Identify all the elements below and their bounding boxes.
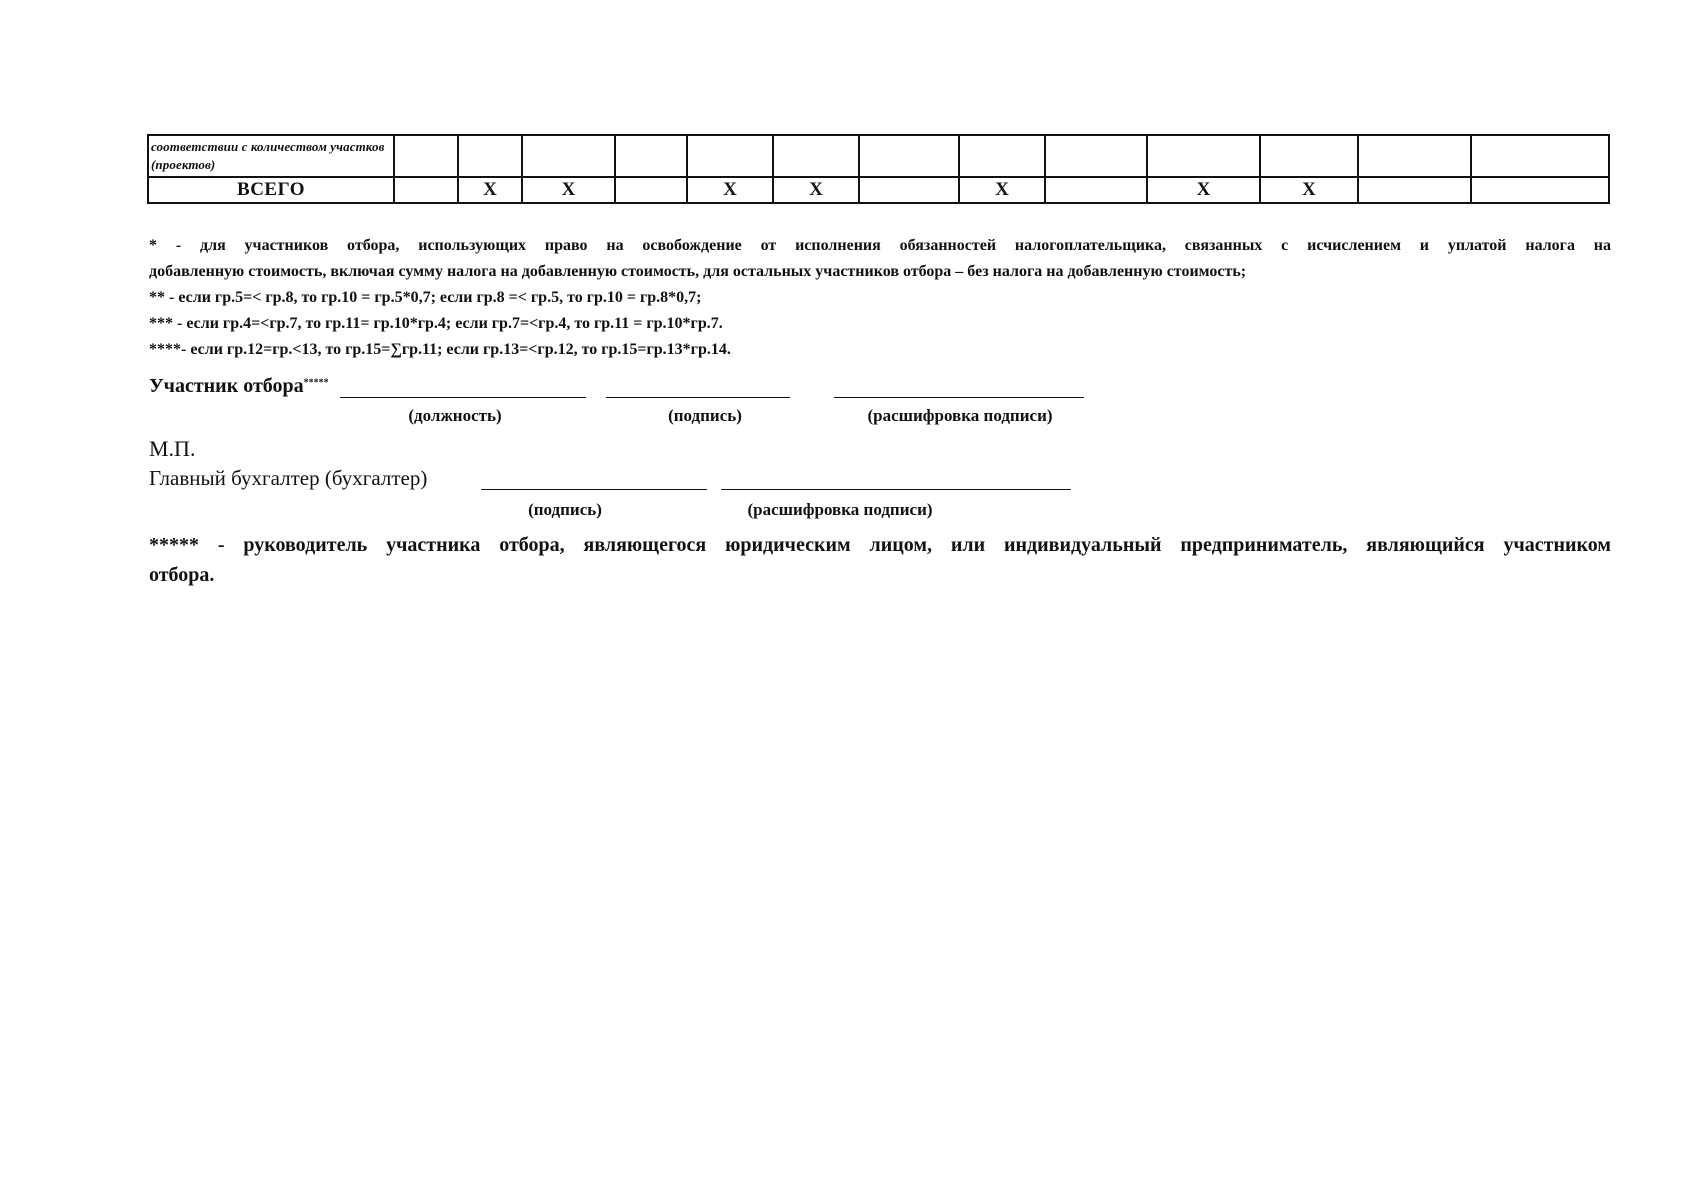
- summary-table: [147, 134, 1610, 204]
- footnotes: [149, 233, 1611, 363]
- table-cell: [959, 135, 1045, 177]
- footnote-3: *** - если гр.4=<гр.7, то гр.11= гр.10*гр.4; если гр.7=<гр.4, то гр.11 = гр.10*гр.7.: [149, 315, 723, 332]
- caption-signature: (подпись): [668, 406, 742, 425]
- footnote-1: * - для участников отбора, использующих право на освобождение от исполнения обязанностей налогоплательщика, связанных с исчислением и уплатой налога на: [149, 237, 1611, 254]
- participant-stars: *****: [303, 377, 329, 389]
- caption-decoding: (расшифровка подписи): [867, 406, 1053, 425]
- table-cell: X: [458, 177, 522, 203]
- table-cell: [773, 135, 859, 177]
- table-cell: [1471, 135, 1609, 177]
- table-cell: [1358, 177, 1471, 203]
- table-cell: X: [1260, 177, 1358, 203]
- total-label: ВСЕГО: [148, 177, 394, 203]
- table-cell: [1260, 135, 1358, 177]
- participant-label: Участник отбора: [149, 375, 304, 397]
- table-row: [148, 135, 1609, 177]
- table-cell: [1147, 135, 1260, 177]
- table-cell: X: [687, 177, 773, 203]
- accountant-signature-block: [149, 466, 427, 491]
- table-cell: X: [522, 177, 615, 203]
- table-cell: [859, 177, 959, 203]
- table-row-total: [148, 177, 1609, 203]
- table-cell: [615, 135, 687, 177]
- table-cell: X: [773, 177, 859, 203]
- table-cell: [394, 177, 458, 203]
- footnote-1-continued: добавленную стоимость, включая сумму налога на добавленную стоимость, для остальных участников отбора – без налога на добавленную стоимость;: [149, 263, 1247, 280]
- table-cell: [1358, 135, 1471, 177]
- footnote-2: ** - если гр.5=< гр.8, то гр.10 = гр.5*0,7; если гр.8 =< гр.5, то гр.10 = гр.8*0,7;: [149, 289, 702, 306]
- table-cell: [522, 135, 615, 177]
- participant-signature-block: [149, 375, 329, 398]
- footnote-4: ****- если гр.12=гр.<13, то гр.15=∑гр.11; если гр.13=<гр.12, то гр.15=гр.13*гр.14.: [149, 341, 731, 358]
- accountant-caption-decoding: (расшифровка подписи): [747, 500, 933, 519]
- accountant-decoding-line[interactable]: [721, 489, 1071, 490]
- signature-line[interactable]: [606, 397, 790, 398]
- table-cell: [458, 135, 522, 177]
- table-cell: X: [959, 177, 1045, 203]
- footnote-5: [149, 530, 1611, 590]
- footnote-5-line-end: отбора.: [149, 564, 215, 586]
- table-cell: [1471, 177, 1609, 203]
- accountant-caption-signature: (подпись): [528, 500, 602, 519]
- table-cell: [394, 135, 458, 177]
- table-cell: X: [1147, 177, 1260, 203]
- stamp-place: М.П.: [149, 436, 196, 461]
- accountant-label: Главный бухгалтер (бухгалтер): [149, 466, 428, 490]
- table-cell: [687, 135, 773, 177]
- row-label: соответствии с количеством участков (проектов): [148, 135, 394, 177]
- accountant-signature-line[interactable]: [481, 489, 707, 490]
- position-line[interactable]: [340, 397, 586, 398]
- table-cell: [615, 177, 687, 203]
- table-cell: [1045, 135, 1147, 177]
- signature-decoding-line[interactable]: [834, 397, 1084, 398]
- table-cell: [1045, 177, 1147, 203]
- caption-position: (должность): [408, 406, 502, 425]
- footnote-5-line: ***** - руководитель участника отбора, являющегося юридическим лицом, или индивидуальный предприниматель, являющийся участником: [149, 534, 1611, 556]
- table-cell: [859, 135, 959, 177]
